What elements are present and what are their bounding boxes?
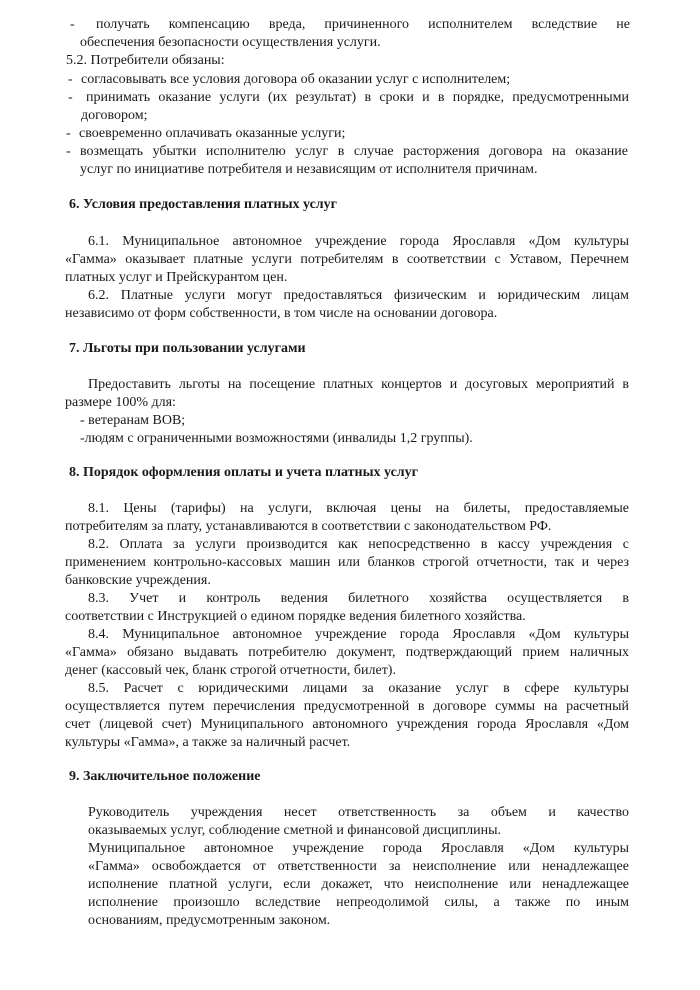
text-line: оказываемых услуг, соблюдение сметной и финансовой дисциплины. xyxy=(88,823,502,838)
list-dash: - xyxy=(68,90,73,105)
text-line: «Гамма» оказывает платные услуги потребителям в соответствии с Уставом, Перечнем xyxy=(65,252,629,267)
list-item: согласовывать все условия договора об оказании услуг с исполнителем; xyxy=(81,72,511,87)
text-line: размере 100% для: xyxy=(65,395,176,410)
text-line: исполнение платной услуги, если докажет, что неисполнение или ненадлежащее xyxy=(88,877,629,892)
subsection-label: 5.2. Потребители обязаны: xyxy=(66,53,225,68)
text-line: применением контрольно-кассовых машин или бланков строгой отчетности, так и через xyxy=(65,555,629,570)
text-line: «Гамма» обязано выдавать потребителю документ, подтверждающий прием наличных xyxy=(65,645,629,660)
text-line: соответствии с Инструкцией о едином порядке ведения билетного хозяйства. xyxy=(65,609,526,624)
text-line: 6.2. Платные услуги могут предоставляться физическим и юридическим лицам xyxy=(88,288,629,303)
text-line: обеспечения безопасности осуществления услуги. xyxy=(80,35,381,50)
text-line: 8.4. Муниципальное автономное учреждение города Ярославля «Дом культуры xyxy=(88,627,629,642)
text-line: банковские учреждения. xyxy=(65,573,211,588)
list-item: принимать оказание услуги (их результат) в сроки и в порядке, предусмотренными xyxy=(86,90,629,105)
list-dash: - xyxy=(68,72,73,87)
list-dash: - xyxy=(70,17,75,32)
list-dash: - xyxy=(66,144,71,159)
text-line: Руководитель учреждения несет ответственность за объем и качество xyxy=(88,805,629,820)
text-line: платных услуг и Прейскурантом цен. xyxy=(65,270,288,285)
text-line: денег (кассовый чек, бланк строгой отчетности, билет). xyxy=(65,663,396,678)
text-line: счет (лицевой счет) Муниципального автономного учреждения города Ярославля «Дом xyxy=(65,717,629,732)
text-line: культуры «Гамма», а также за наличный расчет. xyxy=(65,735,351,750)
text-line: осуществляется путем перечисления предусмотренной в договоре суммы на расчетный xyxy=(65,699,629,714)
text-line: Предоставить льготы на посещение платных концертов и досуговых мероприятий в xyxy=(88,377,629,392)
section-heading: 8. Порядок оформления оплаты и учета платных услуг xyxy=(69,465,418,480)
text-line: потребителям за плату, устанавливаются в соответствии с законодательством РФ. xyxy=(65,519,552,534)
text-line: Муниципальное автономное учреждение города Ярославля «Дом культуры xyxy=(88,841,629,856)
text-line: договором; xyxy=(81,108,148,123)
section-heading: 7. Льготы при пользовании услугами xyxy=(69,341,306,356)
text-line: независимо от форм собственности, в том числе на основании договора. xyxy=(65,306,498,321)
section-heading: 9. Заключительное положение xyxy=(69,769,261,784)
list-item: -людям с ограниченными возможностями (инвалиды 1,2 группы). xyxy=(80,431,473,446)
text-line: «Гамма» освобождается от ответственности за неисполнение или ненадлежащее xyxy=(88,859,629,874)
list-item: - ветеранам ВОВ; xyxy=(80,413,186,428)
list-item: возмещать убытки исполнителю услуг в случае расторжения договора на оказание xyxy=(80,144,628,159)
text-line: исполнение произошло вследствие непреодолимой силы, а также по иным xyxy=(88,895,629,910)
list-item: своевременно оплачивать оказанные услуги; xyxy=(79,126,346,141)
text-line: 8.1. Цены (тарифы) на услуги, включая цены на билеты, предоставляемые xyxy=(88,501,629,516)
text-line: 6.1. Муниципальное автономное учреждение города Ярославля «Дом культуры xyxy=(88,234,629,249)
text-line: получать компенсацию вреда, причиненного исполнителем вследствие не xyxy=(96,17,630,32)
list-dash: - xyxy=(66,126,71,141)
text-line: услуг по инициативе потребителя и независящим от исполнителя причинам. xyxy=(80,162,538,177)
text-line: основаниям, предусмотренным законом. xyxy=(88,913,331,928)
text-line: 8.5. Расчет с юридическими лицами за оказание услуг в сфере культуры xyxy=(88,681,629,696)
section-heading: 6. Условия предоставления платных услуг xyxy=(69,197,337,212)
text-line: 8.2. Оплата за услуги производится как непосредственно в кассу учреждения с xyxy=(88,537,629,552)
text-line: 8.3. Учет и контроль ведения билетного хозяйства осуществляется в xyxy=(88,591,629,606)
